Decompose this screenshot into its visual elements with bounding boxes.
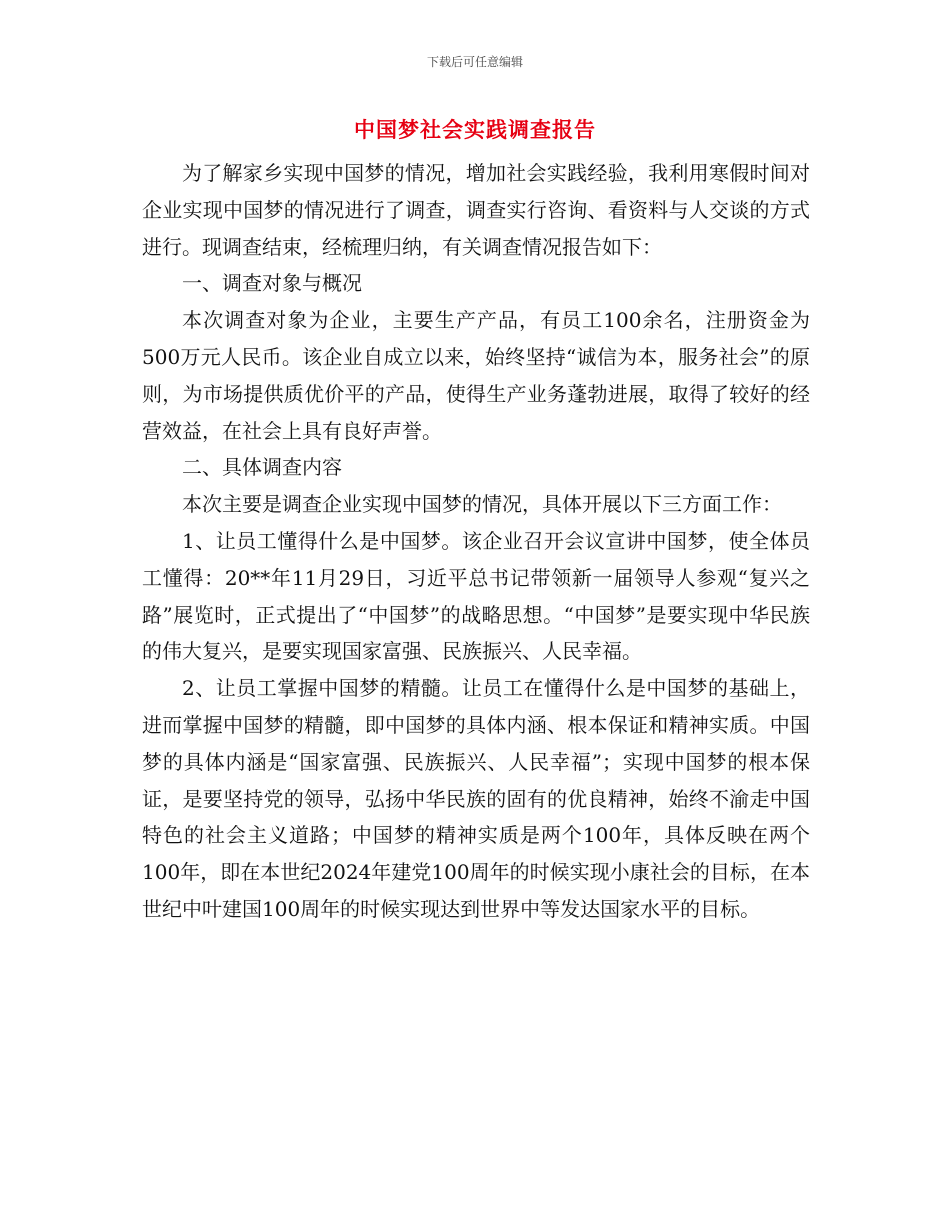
paragraph-item-1: 1、让员工懂得什么是中国梦。该企业召开会议宣讲中国梦，使全体员工懂得：20**年11月29日，习近平总书记带领新一届领导人参观“复兴之路”展览时，正式提出了“中国梦”的战略思想。“中国梦”是要实现中华民族的伟大复兴，是要实现国家富强、民族振兴、人民幸福。 [142,528,810,664]
document-title: 中国梦社会实践调查报告 [354,117,596,142]
header-note: 下载后可任意编辑 [426,55,523,69]
paragraph-intro: 为了解家乡实现中国梦的情况，增加社会实践经验，我利用寒假时间对企业实现中国梦的情况进行了调查，调查实行咨询、看资料与人交谈的方式进行。现调查结束，经梳理归纳，有关调查情况报告如下： [142,161,810,259]
paragraph-overview: 本次调查对象为企业，主要生产产品，有员工100余名，注册资金为500万元人民币。该企业自成立以来，始终坚持“诚信为本，服务社会”的原则，为市场提供质优价平的产品，使得生产业务蓬勃进展，取得了较好的经营效益，在社会上具有良好声誉。 [142,308,810,443]
document-body [142,155,810,928]
paragraph-item-2: 2、让员工掌握中国梦的精髓。让员工在懂得什么是中国梦的基础上，进而掌握中国梦的精髓，即中国梦的具体内涵、根本保证和精神实质。中国梦的具体内涵是“国家富强、民族振兴、人民幸福”；实现中国梦的根本保证，是要坚持党的领导，弘扬中华民族的固有的优良精神，始终不渝走中国特色的社会主义道路；中国梦的精神实质是两个100年，具体反映在两个100年，即在本世纪2024年建党100周年的时候实现小康社会的目标，在本世纪中叶建国100周年的时候实现达到世界中等发达国家水平的目标。 [142,676,810,921]
section-heading-1: 一、调查对象与概况 [182,271,362,296]
paragraph-content-intro: 本次主要是调查企业实现中国梦的情况，具体开展以下三方面工作： [182,492,782,517]
section-heading-2: 二、具体调查内容 [182,455,342,480]
